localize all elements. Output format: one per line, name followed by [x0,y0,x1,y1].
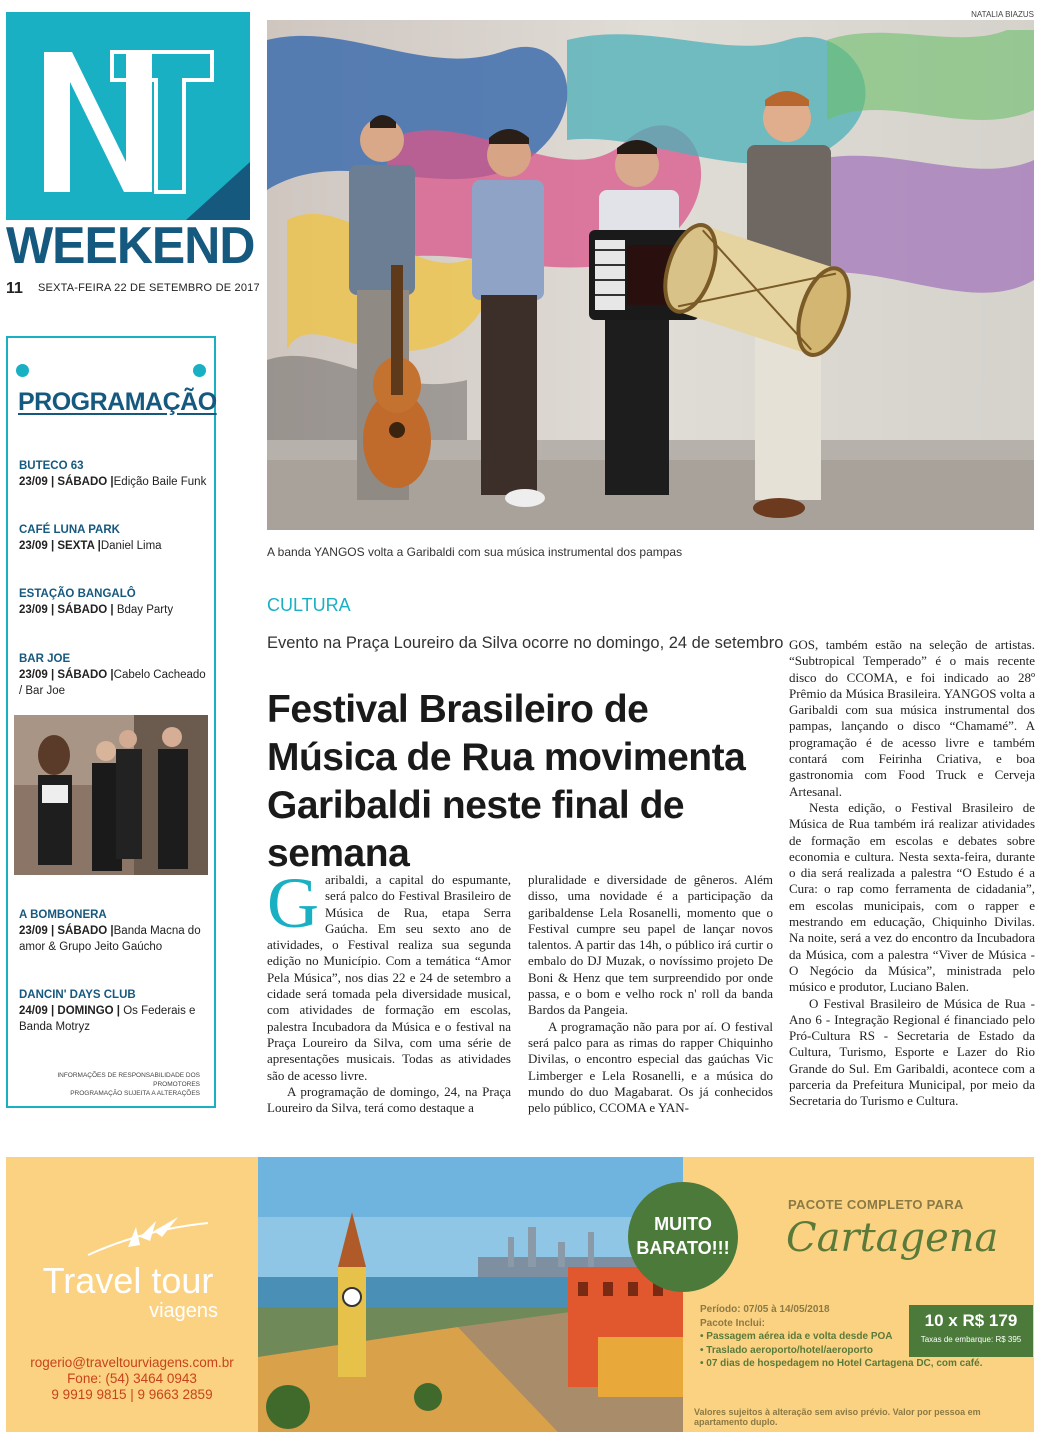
tax-note: Taxas de embarque: R$ 395 [920,1335,1022,1344]
main-photo [267,20,1034,530]
event-item [19,907,207,955]
event-venue: A BOMBONERA [19,909,107,921]
band-photo [14,715,208,875]
event-name: Daniel Lima [100,540,162,552]
sidebar-footnote [10,1071,200,1098]
event-date: 23/09 | SÁBADO | [19,476,114,488]
package-include-item: • 07 dias de hospedagem no Hotel Cartagena DC, com café. [700,1358,983,1369]
paragraph-text: aribaldi, a capital do espumante, será palco do Festival Brasileiro de Música de Rua, etapa Serra Gaúcha. Em seu sexto ano de atividades, o Festival realiza sua segunda edição no Município. Com a temática “Amor Pela Música”, nos dias 22 e 24 de setembro a cidade será tomada pela diversidade musical, com atividades de formação em escolas, palestra Incubadora da Música e o festival na Praça Loureiro da Silva, com uma série de apresentações musicais. Todas as atividades são de acesso livre. [267,872,511,1083]
article-paragraph: Nesta edição, o Festival Brasileiro de Música de Rua também irá realizar atividades de formação em escolas e debates sobre economia e cultura. Nesta sexta-feira, durante o dia será realizada a palestra “O Estudo é a Cura: o rap como ferramenta de cidadania”, em escolas municipais, com o rapper e mestrando em educação, Chiquinho Divilas. Na noite, será a vez do encontro da Incubadora da Música, com a palestra “Viver de Música - O Negócio da Música”, ministrada pelo músico e produtor, Luciano Balen. [789,799,1035,995]
event-venue: DANCIN' DAYS CLUB [19,989,136,1001]
section-label: CULTURA [267,595,351,615]
event-date: 23/09 | SEXTA | [19,540,101,552]
programacao-box [6,336,216,1108]
package-period: Período: 07/05 à 14/05/2018 [700,1304,830,1315]
article-subtitle: Evento na Praça Loureiro da Silva ocorre no domingo, 24 de setembro [267,634,784,652]
article-headline: Festival Brasileiro de Música de Rua movimenta Garibaldi neste final de semana [267,688,746,875]
event-date: 23/09 | SÁBADO | [19,925,114,937]
event-name: Banda Macna do amor & Grupo Jeito Gaúcho [19,925,201,953]
article-paragraph: pluralidade e diversidade de gêneros. Além disso, uma novidade é a participação da garibaldense Lela Rosanelli, momento que o Festival cumpre seu papel de lançar novos talentos. A partir das 14h, o público irá curtir o embalo do DJ Muzak, o novíssimo projeto De Boni & Henz que tem surpreendido por onde passa, e o bom e velho rock n' roll da banda Bardos da Pangeia. [528,872,773,1018]
event-item [19,651,207,699]
ad-disclaimer: Valores sujeitos à alteração sem aviso prévio. Valor por pessoa em apartamento duplo. [694,1407,981,1427]
event-date: 24/09 | DOMINGO | [19,1005,121,1017]
nt-logo-mark [6,12,250,220]
event-date: 23/09 | SÁBADO | [19,604,114,616]
event-name: Edição Baile Funk [113,476,207,488]
ad-phone: Fone: (54) 3464 0943 [67,1371,197,1386]
article-column-3 [789,637,1035,1110]
brand-name: Travel tour [42,1260,214,1301]
article-paragraph: GOS, também estão na seleção de artistas. “Subtropical Temperado” é o mais recente disco do CCOMA, e foi indicado ao 28º Prêmio da Música Brasileira. YANGOS volta a Garibaldi com sua música instrumental dos pampas, lançando o disco “Chamamé”. A programação é de acesso livre e também contará com Feirinha Criativa, e boa gastronomia com Food Truck e Cerveja Artesanal. [789,637,1035,799]
price-value: 10 x R$ 179 [924,1311,1018,1330]
ad-contact [6,1355,258,1403]
event-item [19,987,207,1035]
weekend-title: WEEKEND [6,217,255,275]
event-name: Os Federais e Banda Motryz [19,1005,196,1033]
article-paragraph [267,863,511,1084]
event-item [19,586,207,618]
event-venue: ESTAÇÃO BANGALÔ [19,588,136,600]
brand-subname: viagens [149,1300,218,1322]
event-venue: BUTECO 63 [19,460,84,472]
decor-dot-left [16,364,29,377]
article-paragraph: A programação de domingo, 24, na Praça Loureiro da Silva, terá como destaque a [267,1083,511,1116]
decor-dot-right [193,364,206,377]
footnote-line: PROGRAMAÇÃO SUJEITA A ALTERAÇÕES [70,1090,200,1097]
price-box [909,1305,1033,1357]
ad-email[interactable]: rogerio@traveltourviagens.com.br [30,1355,234,1370]
footnote-line: INFORMAÇÕES DE RESPONSABILIDADE DOS PROMOTORES [57,1072,200,1088]
event-item [19,458,207,490]
article-paragraph: A programação não para por aí. O festival será palco para as rimas do rapper Chiquinho Divilas, o encontro especial das gaúchas Vic Limberger e Lela Rosanelli, e a música do mundo do duo Magabarat. Os já conhecidos pelo público, CCOMA e YAN- [528,1018,773,1116]
ad-destination: Cartagena [786,1215,999,1261]
event-name: Cabelo Cacheado / Bar Joe [19,669,206,697]
event-venue: CAFÉ LUNA PARK [19,524,120,536]
drop-cap: G [267,863,319,943]
nt-logo [6,12,250,220]
event-name: Bday Party [113,604,174,616]
edition-date: SEXTA-FEIRA 22 DE SETEMBRO DE 2017 [38,282,260,294]
article-paragraph: O Festival Brasileiro de Música de Rua - Ano 6 - Integração Regional é financiado pelo Pró-Cultura RS - Secretaria de Estado da Cultura, Turismo, Esporte e Lazer do Rio Grande do Sul. Em Garibaldi, acontece com a parceria da Prefeitura Municipal, por meio da Secretaria do Turismo e Cultura. [789,995,1035,1109]
event-venue: BAR JOE [19,653,71,665]
event-item [19,522,207,554]
photo-credit: NATALIA BIAZUS [971,10,1034,19]
programacao-title: PROGRAMAÇÃO [18,388,217,416]
ad-pretitle: PACOTE COMPLETO PARA [788,1197,964,1212]
photo-caption: A banda YANGOS volta a Garibaldi com sua música instrumental dos pampas [267,545,683,559]
cartagena-photo [258,1157,683,1432]
travel-tour-logo [28,1217,248,1322]
article-column-1 [267,863,511,1116]
page-number: 11 [6,280,23,297]
package-includes-label: Pacote Inclui: [700,1317,766,1329]
article-column-2 [528,872,773,1116]
ad-mobiles: 9 9919 9815 | 9 9663 2859 [51,1387,213,1402]
package-include-item: • Traslado aeroporto/hotel/aeroporto [700,1344,873,1356]
travel-ad[interactable] [6,1157,1034,1432]
stars-icon [28,1217,248,1257]
promo-badge: MUITO BARATO!!! [628,1182,738,1292]
package-include-item: • Passagem aérea ida e volta desde POA [700,1331,893,1342]
event-date: 23/09 | SÁBADO | [19,669,114,681]
